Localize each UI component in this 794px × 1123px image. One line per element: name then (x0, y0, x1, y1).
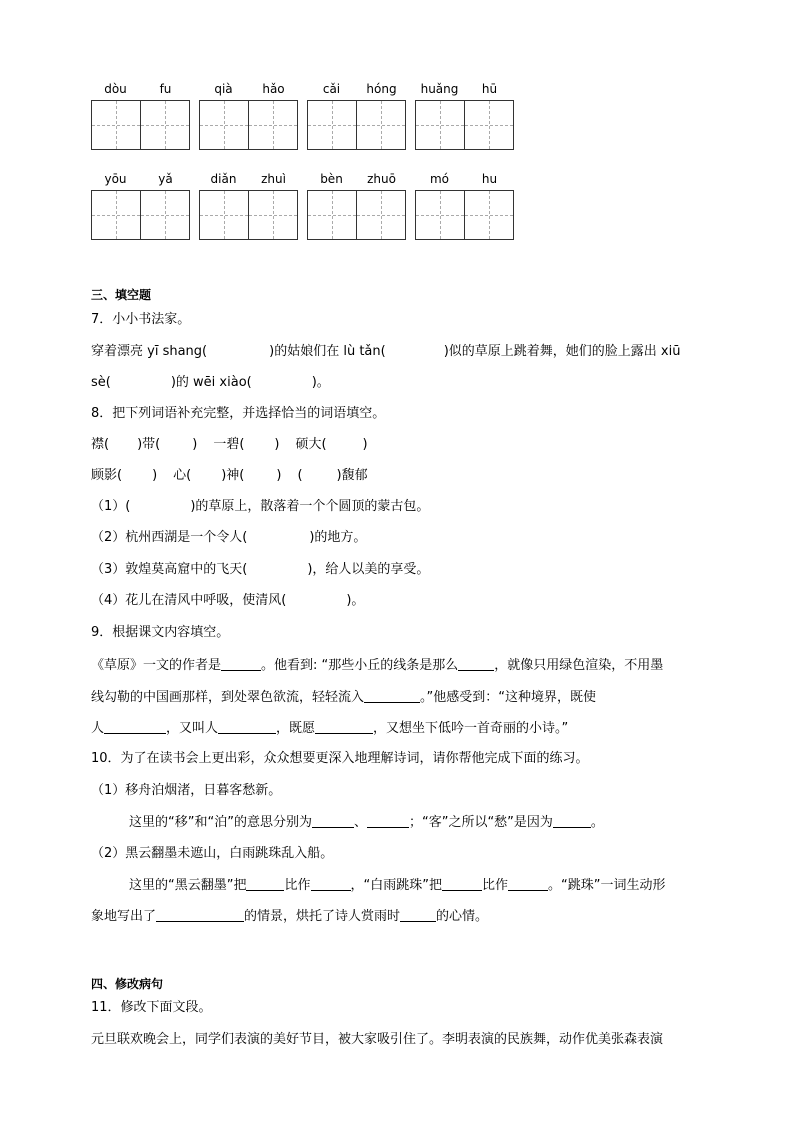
pinyin-pair (91, 82, 190, 154)
answer-blank[interactable] (312, 813, 354, 828)
writing-boxes[interactable] (91, 190, 190, 240)
pinyin-pair (307, 172, 406, 244)
question-10-stem: 10．为了在读书会上更出彩，众众想要更深入地理解诗词，请你帮他完成下面的练习。 (91, 751, 589, 766)
question-7-line-1: 穿着漂亮 yī shang( )的姑娘们在 lù tǎn( )似的草原上跳着舞，她们的脸上露出 xiū (91, 344, 681, 359)
writing-boxes[interactable] (415, 190, 514, 240)
question-8-sentence-2: （2）杭州西湖是一个令人( )的地方。 (91, 530, 367, 545)
pinyin: bèn (320, 172, 343, 186)
answer-blank[interactable] (458, 656, 494, 671)
answer-blank[interactable] (104, 719, 166, 734)
answer-blank[interactable] (400, 907, 436, 922)
question-8-sentence-3: （3）敦煌莫高窟中的飞天( )，给人以美的享受。 (91, 562, 430, 577)
pinyin: huǎng (420, 82, 459, 96)
question-9-stem: 9．根据课文内容填空。 (91, 625, 230, 640)
question-8-sentence-4: （4）花儿在清风中呼吸，使清风( )。 (91, 593, 365, 608)
answer-blank[interactable] (553, 813, 591, 828)
pinyin: yǎ (158, 172, 173, 186)
answer-blank[interactable] (221, 656, 261, 671)
section-title: 四、修改病句 (91, 977, 164, 991)
question-7-line-2: sè( )的 wēi xiào( )。 (91, 375, 330, 390)
section-title: 三、填空题 (91, 288, 152, 302)
question-10-poem-1: （1）移舟泊烟渚，日暮客愁新。 (91, 783, 282, 798)
question-10-part-2: 这里的“黑云翻墨”把 比作 ，“白雨跳珠”把 比作 。“跳珠”一词生动形 (129, 878, 666, 893)
pinyin: cǎi (322, 82, 341, 96)
question-10-part-1: 这里的“移”和“泊”的意思分别为 、 ；“客”之所以“愁”是因为 。 (129, 815, 604, 830)
pinyin-pair (199, 82, 298, 154)
writing-boxes[interactable] (307, 100, 406, 150)
question-10-poem-2: （2）黑云翻墨未遮山，白雨跳珠乱入船。 (91, 846, 334, 861)
question-7-stem: 7．小小书法家。 (91, 312, 191, 327)
question-10-part-2-cont: 象地写出了 的情景，烘托了诗人赏雨时 的心情。 (91, 909, 489, 924)
answer-blank[interactable] (315, 719, 373, 734)
question-11-paragraph: 元旦联欢晚会上，同学们表演的美好节目，被大家吸引住了。李明表演的民族舞，动作优美张森表演 (91, 1032, 664, 1047)
question-9-line-1: 《草原》一文的作者是 。他看到: “那些小丘的线条是那么 ，就像只用绿色渲染，不用墨 (91, 658, 664, 673)
answer-blank[interactable] (364, 688, 420, 703)
writing-boxes[interactable] (91, 100, 190, 150)
question-8-words-1: 襟( )带( ) 一碧( ) 硕大( ) (91, 437, 368, 452)
question-11-stem: 11．修改下面文段。 (91, 1000, 212, 1015)
pinyin-pair (91, 172, 190, 244)
pinyin: hǎo (262, 82, 285, 96)
answer-blank[interactable] (311, 876, 351, 891)
writing-boxes[interactable] (415, 100, 514, 150)
question-8-stem: 8．把下列词语补充完整，并选择恰当的词语填空。 (91, 406, 386, 421)
writing-boxes[interactable] (307, 190, 406, 240)
pinyin-pair (199, 172, 298, 244)
pinyin: diǎn (210, 172, 237, 186)
pinyin: hu (481, 172, 498, 186)
pinyin: zhuō (367, 172, 396, 186)
pinyin: zhuì (261, 172, 286, 186)
question-9-line-2: 线勾勒的中国画那样，到处翠色欲流，轻轻流入 。”他感受到：“这种境界，既使 (91, 690, 596, 705)
answer-blank[interactable] (156, 907, 244, 922)
question-8-sentence-1: （1）( )的草原上，散落着一个个圆顶的蒙古包。 (91, 499, 430, 514)
answer-blank[interactable] (218, 719, 276, 734)
pinyin: hū (481, 82, 498, 96)
answer-blank[interactable] (246, 876, 284, 891)
answer-blank[interactable] (508, 876, 548, 891)
pinyin-pair (307, 82, 406, 154)
pinyin: mó (429, 172, 450, 186)
pinyin: qià (214, 82, 233, 96)
pinyin: hóng (366, 82, 397, 96)
answer-blank[interactable] (442, 876, 482, 891)
pinyin-pair (415, 172, 514, 244)
pinyin: yōu (104, 172, 127, 186)
pinyin-pair (415, 82, 514, 154)
question-9-line-3: 人 ，又叫人 ，既愿 ，又想坐下低吟一首奇丽的小诗。” (91, 721, 569, 736)
writing-boxes[interactable] (199, 190, 298, 240)
answer-blank[interactable] (367, 813, 409, 828)
writing-boxes[interactable] (199, 100, 298, 150)
pinyin: fu (159, 82, 172, 96)
question-8-words-2: 顾影( ) 心( )神( ) ( )馥郁 (91, 468, 368, 483)
pinyin: dòu (104, 82, 127, 96)
